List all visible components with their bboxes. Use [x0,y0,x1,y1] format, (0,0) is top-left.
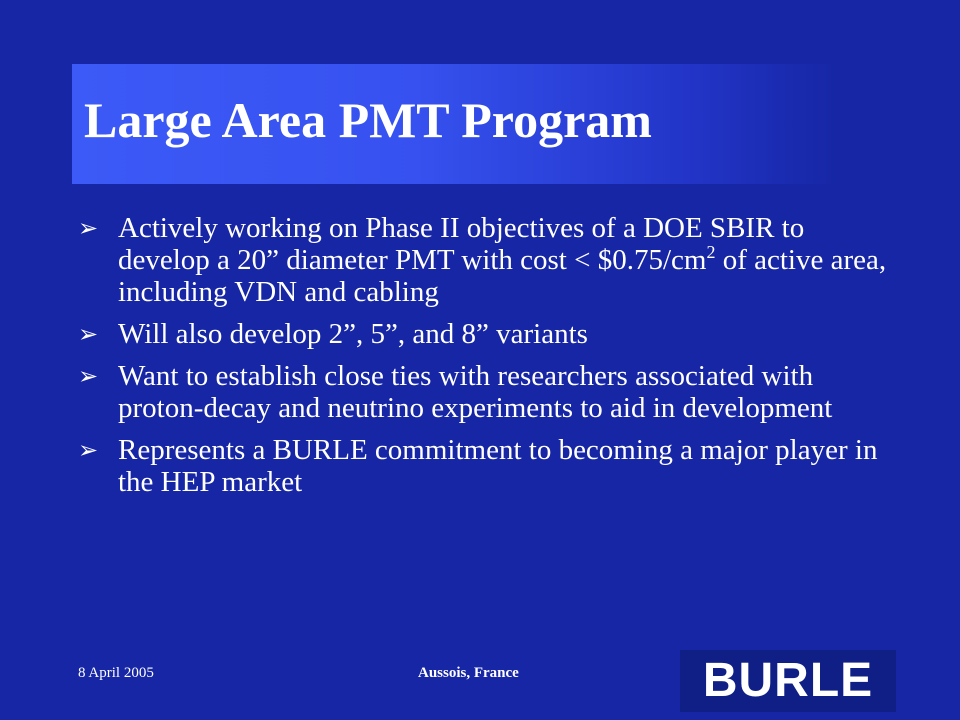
bullet-text: Actively working on Phase II objectives of a DOE SBIR to develop a 20” diameter PMT with cost < $0.75/cm [118,212,805,276]
arrowhead-bullet-icon: ➢ [78,362,99,390]
bullet-item [78,434,898,498]
bullet-list [78,212,898,508]
slide-title: Large Area PMT Program [84,92,652,148]
burle-logo [680,650,896,712]
superscript-two: 2 [706,242,716,262]
bullet-item [78,318,898,350]
arrowhead-bullet-icon: ➢ [78,320,99,348]
arrowhead-bullet-icon: ➢ [78,214,99,242]
bullet-text: Want to establish close ties with researchers associated with proton-decay and neutrino experiments to aid in development [118,360,833,424]
bullet-item [78,212,898,308]
footer-date: 8 April 2005 [78,665,154,681]
bullet-item [78,360,898,424]
bullet-text-continued: of active area, including VDN and cabling [118,244,887,308]
bullet-text: Represents a BURLE commitment to becoming a major player in the HEP market [118,434,878,498]
arrowhead-bullet-icon: ➢ [78,436,99,464]
footer-location: Aussois, France [418,665,519,681]
bullet-text: Will also develop 2”, 5”, and 8” variants [118,318,588,350]
logo-text: BURLE [702,654,874,707]
